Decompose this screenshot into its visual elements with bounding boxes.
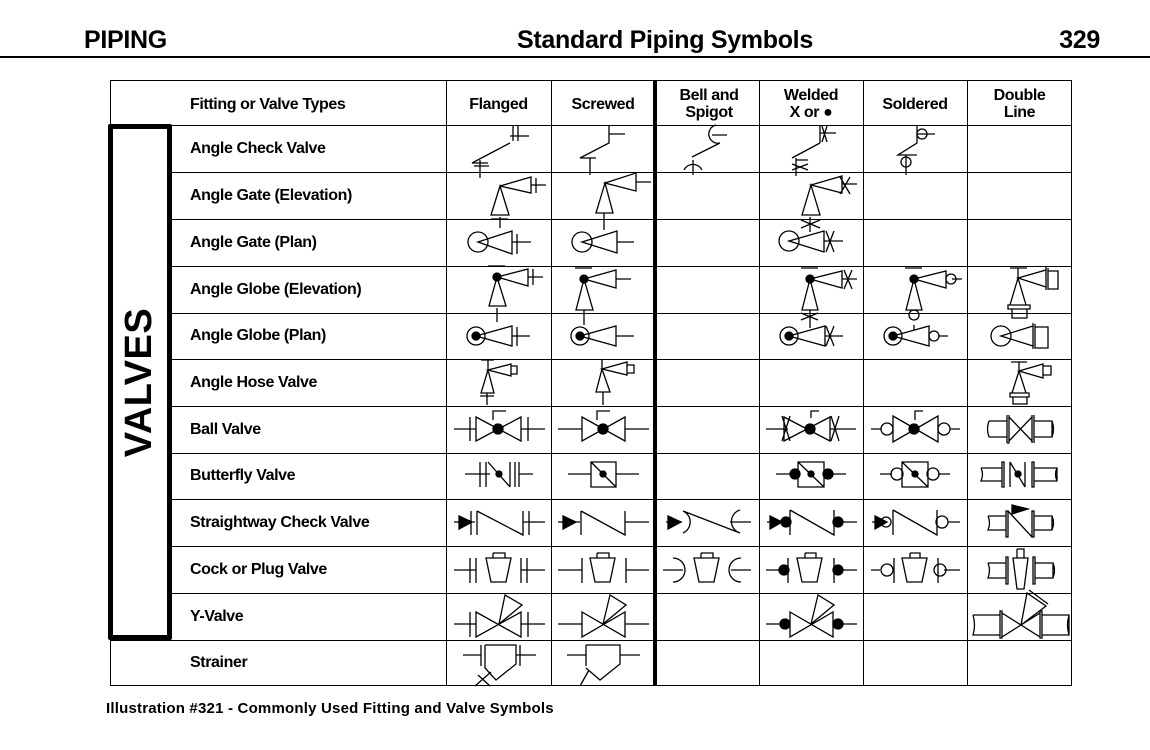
angle-check-screwed-icon <box>580 126 625 175</box>
column-header-soldered: Soldered <box>882 95 948 113</box>
check-welded-icon <box>767 510 857 535</box>
butterfly-double-icon <box>981 462 1057 487</box>
column-header-double-line: Double Line <box>993 87 1046 121</box>
plug-bell-spigot-icon <box>663 553 751 582</box>
angle-hose-flanged-icon <box>480 360 517 405</box>
page-number: 329 <box>1059 26 1100 54</box>
y-double-icon <box>973 590 1069 638</box>
angle-globe-elev-welded-icon <box>801 268 857 328</box>
column-header-flanged: Flanged <box>469 95 528 113</box>
angle-check-flanged-icon <box>472 126 529 178</box>
row-label: Angle Globe (Elevation) <box>190 280 362 298</box>
column-header-types: Fitting or Valve Types <box>190 95 346 113</box>
angle-gate-plan-welded-icon <box>779 231 843 252</box>
butterfly-screwed-icon <box>568 462 639 487</box>
row-label: Ball Valve <box>190 420 261 438</box>
plug-welded-icon <box>766 553 857 583</box>
angle-globe-elev-flanged-icon <box>488 266 543 322</box>
angle-check-bell-spigot-icon <box>684 125 727 175</box>
strainer-flanged-icon <box>463 645 536 686</box>
page-title: Standard Piping Symbols <box>517 26 813 54</box>
column-header-welded: Welded X or ● <box>783 87 839 121</box>
row-label: Angle Check Valve <box>190 140 326 157</box>
angle-hose-double-icon <box>1010 362 1051 404</box>
row-label: Angle Hose Valve <box>190 373 317 391</box>
column-header-bell-spigot: Bell and Spigot <box>679 87 739 121</box>
ball-flanged-icon <box>454 411 545 441</box>
ball-screwed-icon <box>558 411 649 441</box>
check-soldered-icon <box>872 510 960 535</box>
row-label: Strainer <box>190 654 248 671</box>
butterfly-welded-icon <box>776 462 846 487</box>
row-label: Butterfly Valve <box>190 467 296 484</box>
angle-globe-elev-double-icon <box>1008 267 1058 318</box>
ball-soldered-icon <box>871 411 960 442</box>
angle-gate-plan-flanged-icon <box>468 231 531 254</box>
plug-double-icon <box>988 549 1055 589</box>
row-label: Angle Gate (Elevation) <box>190 186 352 204</box>
plug-flanged-icon <box>454 553 545 583</box>
y-screwed-icon <box>558 595 649 637</box>
angle-gate-plan-screwed-icon <box>572 231 634 253</box>
section-title: PIPING <box>84 26 167 54</box>
illustration-caption: Illustration #321 - Commonly Used Fitting and Valve Symbols <box>106 700 554 717</box>
angle-gate-elev-welded-icon <box>801 176 857 232</box>
angle-hose-screwed-icon <box>596 360 634 405</box>
butterfly-soldered-icon <box>880 462 950 487</box>
row-label: Y-Valve <box>190 607 244 625</box>
angle-check-welded-icon <box>792 126 836 176</box>
row-label: Angle Globe (Plan) <box>190 327 326 344</box>
check-flanged-icon <box>454 511 545 535</box>
butterfly-flanged-icon <box>465 462 533 487</box>
column-header-screwed: Screwed <box>571 95 635 113</box>
row-label: Straightway Check Valve <box>190 513 370 531</box>
angle-gate-elev-screwed-icon <box>596 173 651 230</box>
angle-globe-plan-double-icon <box>991 323 1048 349</box>
check-double-icon <box>988 505 1054 537</box>
angle-check-soldered-icon <box>898 126 935 175</box>
valves-group-label: VALVES <box>118 307 161 457</box>
y-welded-icon <box>766 595 857 637</box>
ball-double-icon <box>988 415 1054 443</box>
check-bell-spigot-icon <box>666 510 751 533</box>
angle-globe-elev-screwed-icon <box>575 268 631 325</box>
check-screwed-icon <box>558 511 649 535</box>
angle-gate-elev-flanged-icon <box>491 177 546 228</box>
y-flanged-icon <box>454 595 545 637</box>
angle-globe-elev-soldered-icon <box>905 268 962 330</box>
plug-screwed-icon <box>558 553 649 583</box>
angle-globe-plan-screwed-icon <box>571 326 634 346</box>
ball-welded-icon <box>766 411 856 441</box>
row-label: Angle Gate (Plan) <box>190 233 317 251</box>
strainer-screwed-icon <box>567 645 640 686</box>
angle-globe-plan-flanged-icon <box>467 326 530 346</box>
angle-globe-plan-soldered-icon <box>884 326 948 346</box>
angle-globe-plan-welded-icon <box>780 326 843 346</box>
plug-soldered-icon <box>871 553 960 583</box>
row-label: Cock or Plug Valve <box>190 560 327 578</box>
